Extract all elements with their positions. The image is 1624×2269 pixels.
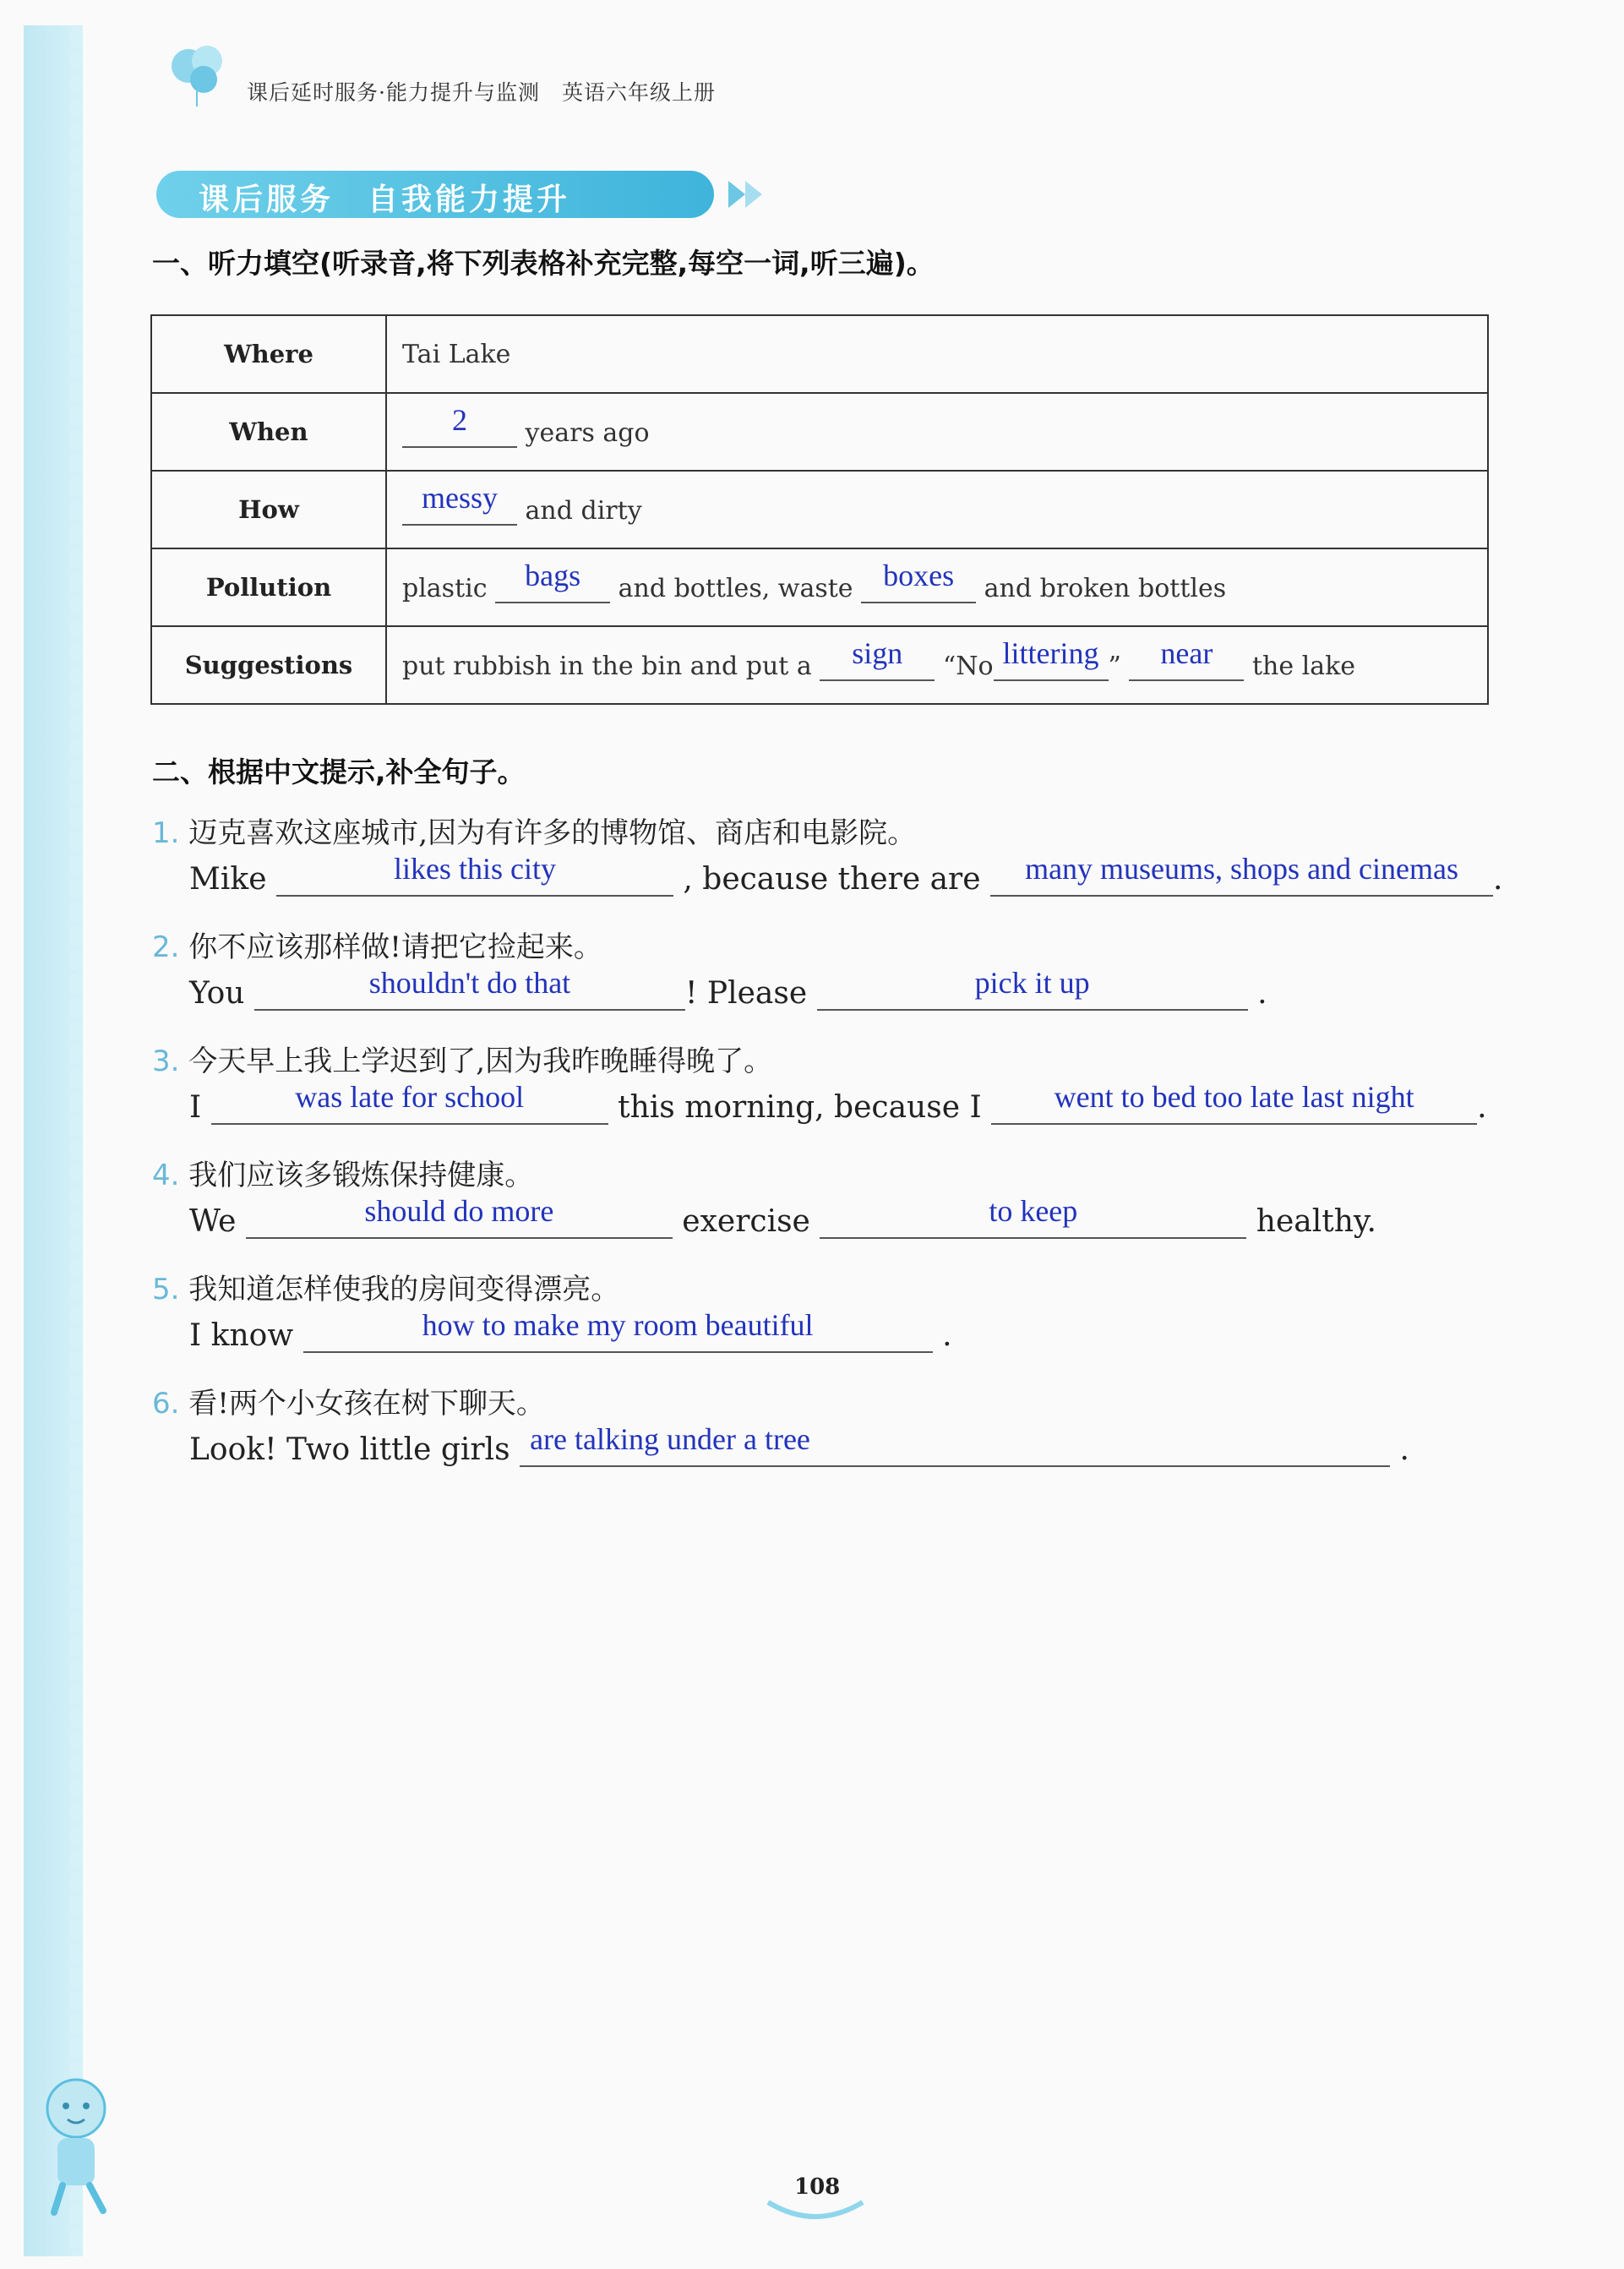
table-row [151, 393, 1488, 471]
answer-blank[interactable]: should do more [246, 1207, 673, 1239]
running-header: 课后延时服务·能力提升与监测 英语六年级上册 [247, 80, 716, 105]
answer-blank[interactable]: littering [994, 649, 1109, 681]
double-arrow-icon [727, 177, 769, 211]
row-label: Suggestions [151, 626, 386, 704]
row-label: How [151, 471, 386, 548]
section-banner [156, 171, 714, 218]
question-number: 5. [152, 1273, 180, 1306]
question-english-line: I was late for school this morning, because I went to bed too late last night . [189, 1080, 1487, 1125]
question-number: 1. [152, 816, 180, 850]
answer-blank[interactable]: how to make my room beautiful [303, 1321, 933, 1353]
question-english-line: Mike likes this city , because there are many museums, shops and cinemas . [189, 852, 1503, 897]
answer-blank[interactable]: 2 [402, 416, 517, 448]
answer-blank[interactable]: shouldn't do that [254, 979, 685, 1011]
row-text: and dirty [525, 496, 642, 526]
table-row [151, 315, 1488, 393]
question-english-line: You shouldn't do that ! Please pick it up . [189, 966, 1267, 1011]
answer-blank[interactable]: to keep [820, 1207, 1246, 1239]
table-row [151, 626, 1488, 704]
answer-blank[interactable]: are talking under a tree [520, 1435, 1390, 1467]
row-text: put rubbish in the bin and put a [402, 652, 812, 681]
answer-blank[interactable]: messy [402, 494, 517, 526]
row-text: years ago [525, 418, 650, 448]
row-text: the lake [1251, 652, 1356, 681]
question-number: 6. [152, 1387, 180, 1421]
cartoon-child-icon [25, 2070, 127, 2223]
question-chinese: 5. 我知道怎样使我的房间变得漂亮。 [152, 1273, 620, 1306]
answer-blank[interactable]: near [1129, 649, 1244, 681]
answer-blank[interactable]: many museums, shops and cinemas [990, 865, 1493, 897]
question-chinese: 4. 我们应该多锻炼保持健康。 [152, 1159, 534, 1192]
table-row [151, 471, 1488, 548]
question-chinese: 6. 看!两个小女孩在树下聊天。 [152, 1387, 545, 1421]
page-number: 108 [794, 2174, 841, 2200]
row-label: Where [151, 315, 386, 393]
question-english-line: I know how to make my room beautiful . [189, 1308, 952, 1353]
answer-blank[interactable]: pick it up [817, 979, 1248, 1011]
section1-title: 一、听力填空(听录音,将下列表格补充完整,每空一词,听三遍)。 [152, 247, 935, 280]
row-label: Pollution [151, 548, 386, 626]
row-text: ” [1108, 652, 1121, 681]
balloon-icon [165, 41, 232, 108]
question-chinese: 1. 迈克喜欢这座城市,因为有许多的博物馆、商店和电影院。 [152, 816, 917, 850]
listening-table [150, 314, 1489, 705]
decorative-side-strip [24, 25, 83, 2256]
question-chinese: 2. 你不应该那样做!请把它捡起来。 [152, 930, 602, 964]
row-text: plastic [402, 574, 488, 603]
question-chinese: 3. 今天早上我上学迟到了,因为我昨晚睡得晚了。 [152, 1045, 773, 1078]
row-text: and bottles, waste [618, 574, 853, 603]
answer-blank[interactable]: likes this city [276, 865, 673, 897]
row-text: “No [942, 652, 994, 681]
question-number: 4. [152, 1159, 180, 1192]
page-number-decoration [765, 2197, 866, 2223]
row-label: When [151, 393, 386, 471]
answer-blank[interactable]: sign [820, 649, 935, 681]
question-number: 3. [152, 1045, 180, 1078]
question-english-line: We should do more exercise to keep healthy. [189, 1194, 1376, 1239]
row-text: and broken bottles [984, 574, 1227, 603]
question-english-line: Look! Two little girls are talking under a tree . [189, 1422, 1409, 1467]
banner-title: 课后服务 自我能力提升 [199, 183, 571, 217]
answer-blank[interactable]: was late for school [211, 1093, 608, 1125]
table-row [151, 548, 1488, 626]
question-number: 2. [152, 930, 180, 964]
answer-blank[interactable]: boxes [861, 571, 976, 603]
row-text: Tai Lake [402, 339, 511, 369]
answer-blank[interactable]: bags [495, 571, 610, 603]
section2-title: 二、根据中文提示,补全句子。 [152, 755, 526, 788]
answer-blank[interactable]: went to bed too late last night [991, 1093, 1477, 1125]
